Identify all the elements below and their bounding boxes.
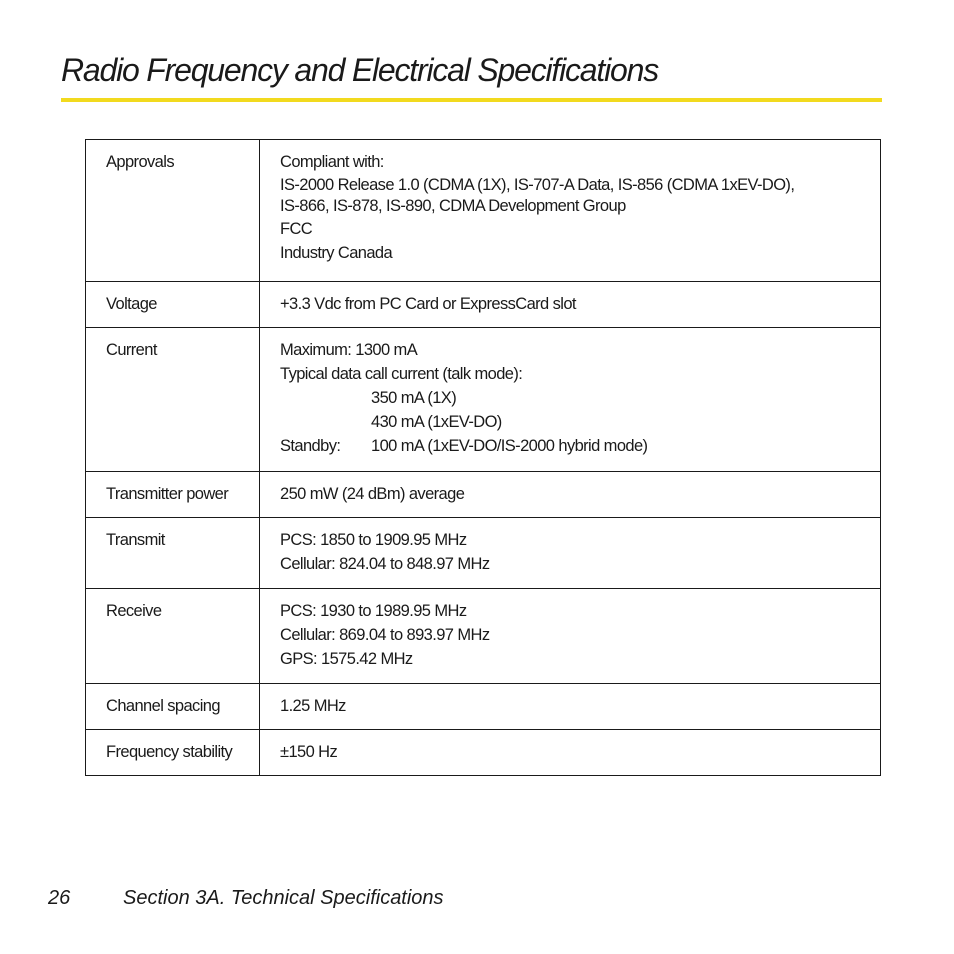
standby-line: Standby: 100 mA (1xEV-DO/IS-2000 hybrid mode): [280, 437, 648, 455]
table-row: [86, 282, 881, 328]
page-footer: [48, 887, 444, 910]
table-row: [86, 730, 881, 776]
value-line: Industry Canada: [280, 244, 393, 262]
value-line: 350 mA (1X): [371, 389, 457, 407]
value-line: 1.25 MHz: [280, 697, 346, 715]
row-label: Transmitter power: [86, 472, 260, 518]
value-line: Cellular: 869.04 to 893.97 MHz: [280, 626, 490, 644]
row-label: Receive: [86, 589, 260, 684]
table-row: [86, 518, 881, 589]
title-rule: [61, 98, 882, 102]
value-line: Typical data call current (talk mode):: [280, 365, 523, 383]
value-line: Maximum: 1300 mA: [280, 341, 418, 359]
value-line: GPS: 1575.42 MHz: [280, 650, 413, 668]
row-value: [260, 328, 881, 472]
table-row: [86, 589, 881, 684]
value-line: Compliant with:: [280, 153, 384, 171]
row-label: Voltage: [86, 282, 260, 328]
section-title: Section 3A. Technical Specifications: [123, 887, 444, 909]
table-row: [86, 684, 881, 730]
value-line: 430 mA (1xEV-DO): [371, 413, 502, 431]
row-value: [260, 730, 881, 776]
value-line: Cellular: 824.04 to 848.97 MHz: [280, 555, 490, 573]
page-title: Radio Frequency and Electrical Specifications: [61, 52, 659, 88]
row-label: Frequency stability: [86, 730, 260, 776]
value-line: ±150 Hz: [280, 743, 338, 761]
row-value: [260, 518, 881, 589]
row-label: Channel spacing: [86, 684, 260, 730]
row-value: [260, 472, 881, 518]
row-label: Approvals: [86, 140, 260, 282]
spec-table: [85, 139, 881, 776]
value-line: PCS: 1930 to 1989.95 MHz: [280, 602, 467, 620]
value-line: +3.3 Vdc from PC Card or ExpressCard slot: [280, 295, 576, 313]
table-row: [86, 140, 881, 282]
value-line: IS-2000 Release 1.0 (CDMA (1X), IS-707-A Data, IS-856 (CDMA 1xEV-DO),: [280, 176, 795, 194]
value-line: PCS: 1850 to 1909.95 MHz: [280, 531, 467, 549]
value-line: IS-866, IS-878, IS-890, CDMA Development Group: [280, 197, 626, 215]
value-line: FCC: [280, 220, 313, 238]
row-label: Transmit: [86, 518, 260, 589]
row-value: [260, 589, 881, 684]
row-value: [260, 684, 881, 730]
row-label: Current: [86, 328, 260, 472]
row-value: [260, 282, 881, 328]
value-line: 250 mW (24 dBm) average: [280, 485, 465, 503]
page-number: 26: [48, 887, 71, 909]
table-row: [86, 328, 881, 472]
row-value: [260, 140, 881, 282]
table-row: [86, 472, 881, 518]
